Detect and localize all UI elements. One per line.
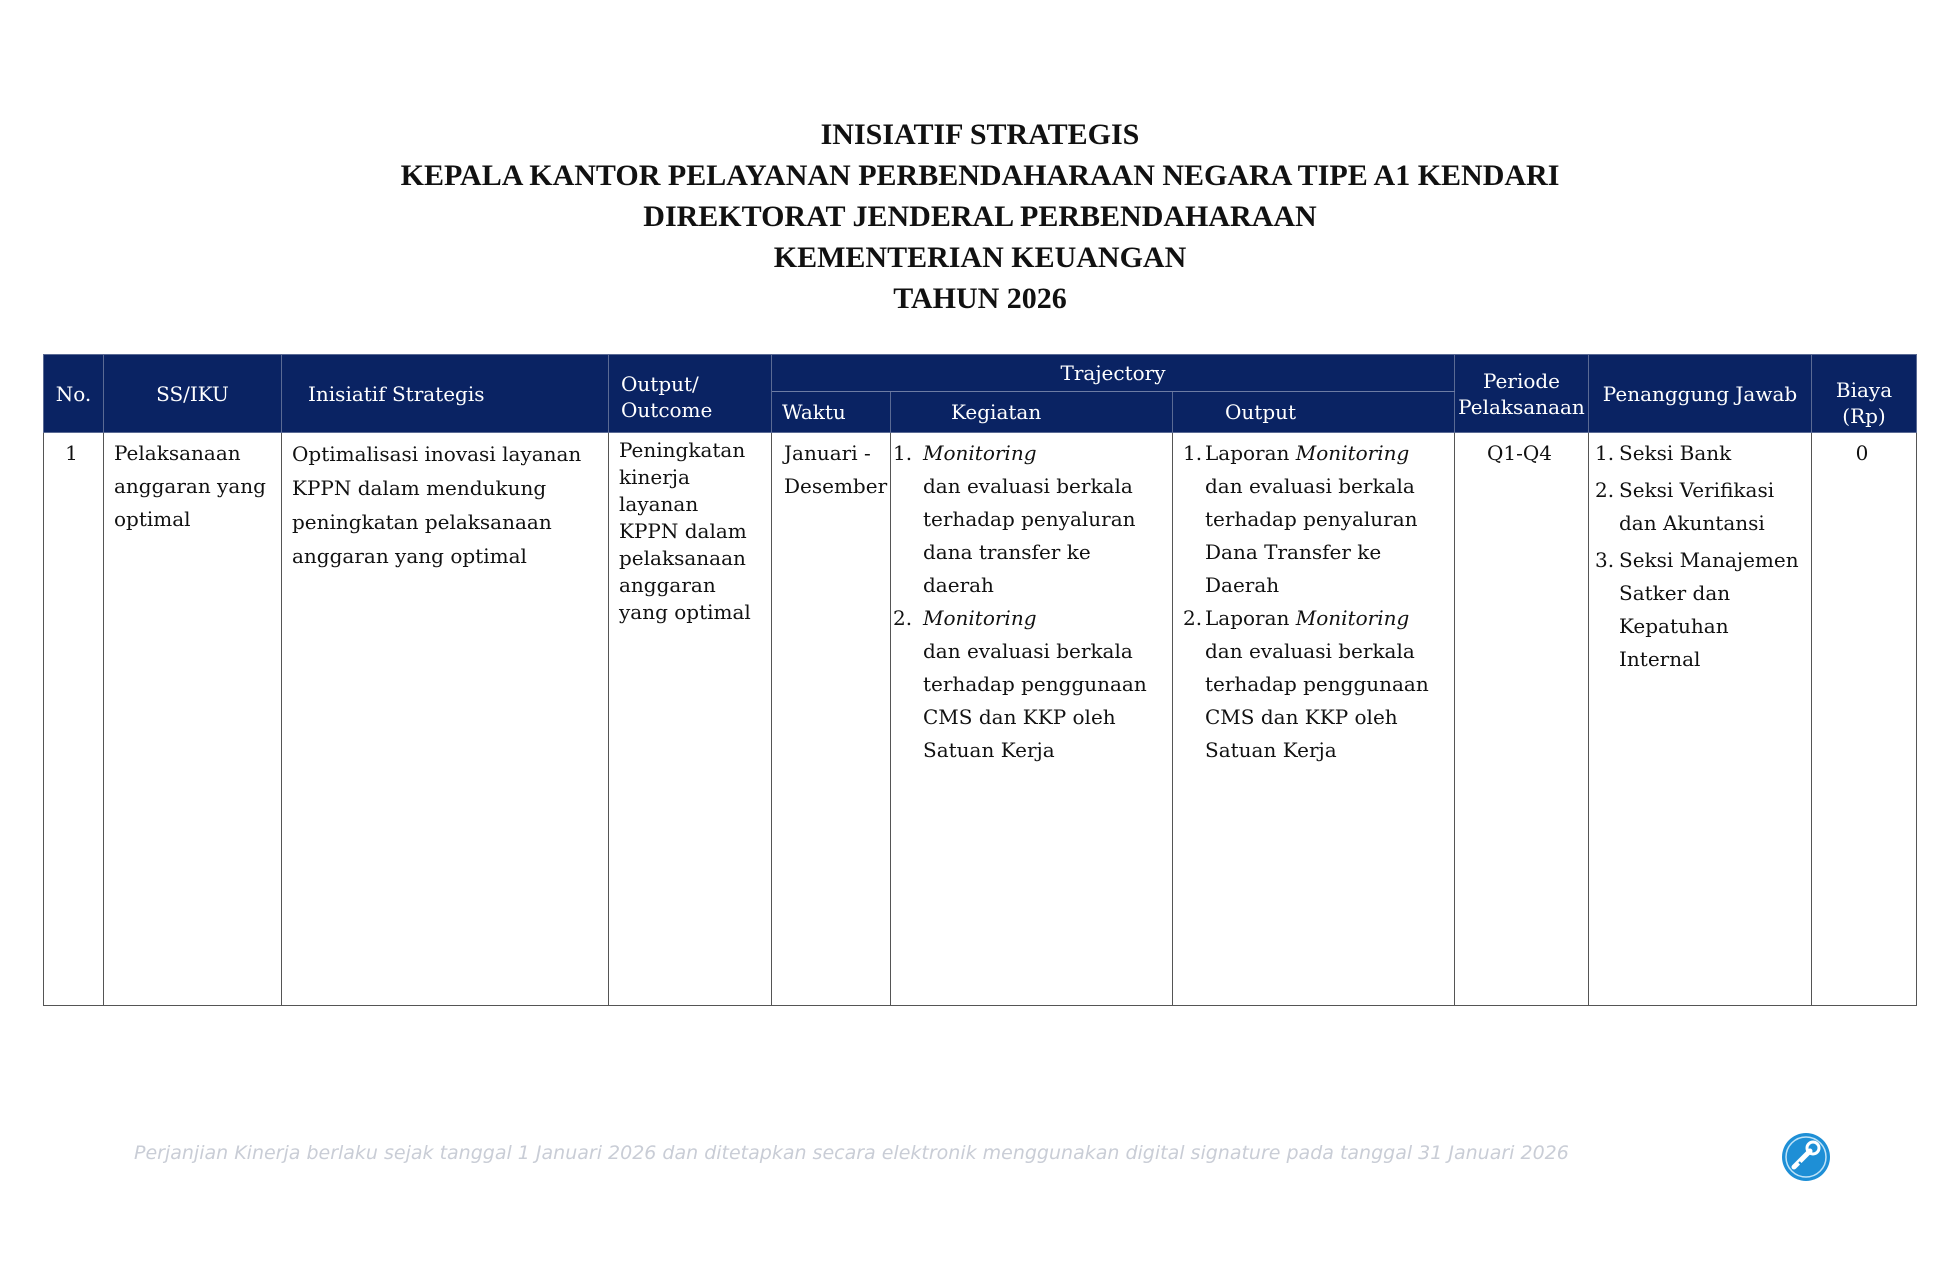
header-ss-iku: SS/IKU bbox=[104, 355, 282, 433]
header-biaya: Biaya (Rp) bbox=[1812, 355, 1917, 433]
list-item: 2. Laporan Monitoring dan evaluasi berkala terhadap penggunaan CMS dan KKP oleh Satuan Kerja bbox=[1183, 606, 1429, 762]
title-line-1: INISIATIF STRATEGIS bbox=[820, 118, 1140, 151]
row-waktu: Januari - Desember bbox=[784, 441, 888, 498]
document-title bbox=[0, 114, 1950, 319]
title-line-3: DIREKTORAT JENDERAL PERBENDAHARAAN bbox=[643, 200, 1317, 233]
row-biaya: 0 bbox=[1855, 441, 1869, 465]
row-output bbox=[1173, 433, 1454, 767]
header-periode: Periode Pelaksanaan bbox=[1455, 355, 1589, 433]
list-item: 2. Monitoring dan evaluasi berkala terhadap penggunaan CMS dan KKP oleh Satuan Kerja bbox=[893, 606, 1147, 762]
header-waktu: Waktu bbox=[772, 392, 891, 433]
list-item: 1. Laporan Monitoring dan evaluasi berkala terhadap penyaluran Dana Transfer ke Daerah bbox=[1183, 441, 1418, 597]
list-item: 3. Seksi Manajemen Satker dan Kepatuhan Internal bbox=[1595, 548, 1799, 671]
header-output: Output bbox=[1173, 392, 1455, 433]
row-periode: Q1-Q4 bbox=[1487, 441, 1552, 465]
strategic-initiative-table bbox=[43, 354, 1917, 1006]
row-output-outcome: Peningkatan kinerja layanan KPPN dalam pelaksanaan anggaran yang optimal bbox=[619, 438, 751, 624]
row-ss-iku: Pelaksanaan anggaran yang optimal bbox=[114, 441, 266, 531]
list-item: 2. Seksi Verifikasi dan Akuntansi bbox=[1595, 478, 1775, 535]
header-kegiatan: Kegiatan bbox=[891, 392, 1173, 433]
header-output-outcome: Output/ Outcome bbox=[609, 355, 772, 433]
title-line-2: KEPALA KANTOR PELAYANAN PERBENDAHARAAN NEGARA TIPE A1 KENDARI bbox=[400, 159, 1560, 192]
row-no: 1 bbox=[65, 441, 78, 465]
header-no: No. bbox=[44, 355, 104, 433]
header-trajectory: Trajectory bbox=[772, 355, 1455, 392]
title-line-4: KEMENTERIAN KEUANGAN bbox=[773, 241, 1187, 274]
table-row bbox=[44, 433, 1917, 1006]
list-item: 1. Seksi Bank bbox=[1595, 441, 1732, 465]
header-penanggung-jawab: Penanggung Jawab bbox=[1589, 355, 1812, 433]
digital-signature-badge-icon bbox=[1780, 1131, 1832, 1183]
row-penanggung-jawab bbox=[1589, 433, 1811, 676]
list-item: 1. Monitoring dan evaluasi berkala terhadap penyaluran dana transfer ke daerah bbox=[893, 441, 1136, 597]
footer-note: Perjanjian Kinerja berlaku sejak tanggal 1 Januari 2026 dan ditetapkan secara elektronik menggunakan digital signature pada tanggal 31 Januari 2026 bbox=[134, 1142, 1569, 1164]
row-inisiatif: Optimalisasi inovasi layanan KPPN dalam mendukung peningkatan pelaksanaan anggaran yang optimal bbox=[292, 442, 582, 568]
title-line-5: TAHUN 2026 bbox=[893, 282, 1067, 315]
header-inisiatif: Inisiatif Strategis bbox=[282, 355, 609, 433]
row-kegiatan bbox=[891, 433, 1172, 767]
